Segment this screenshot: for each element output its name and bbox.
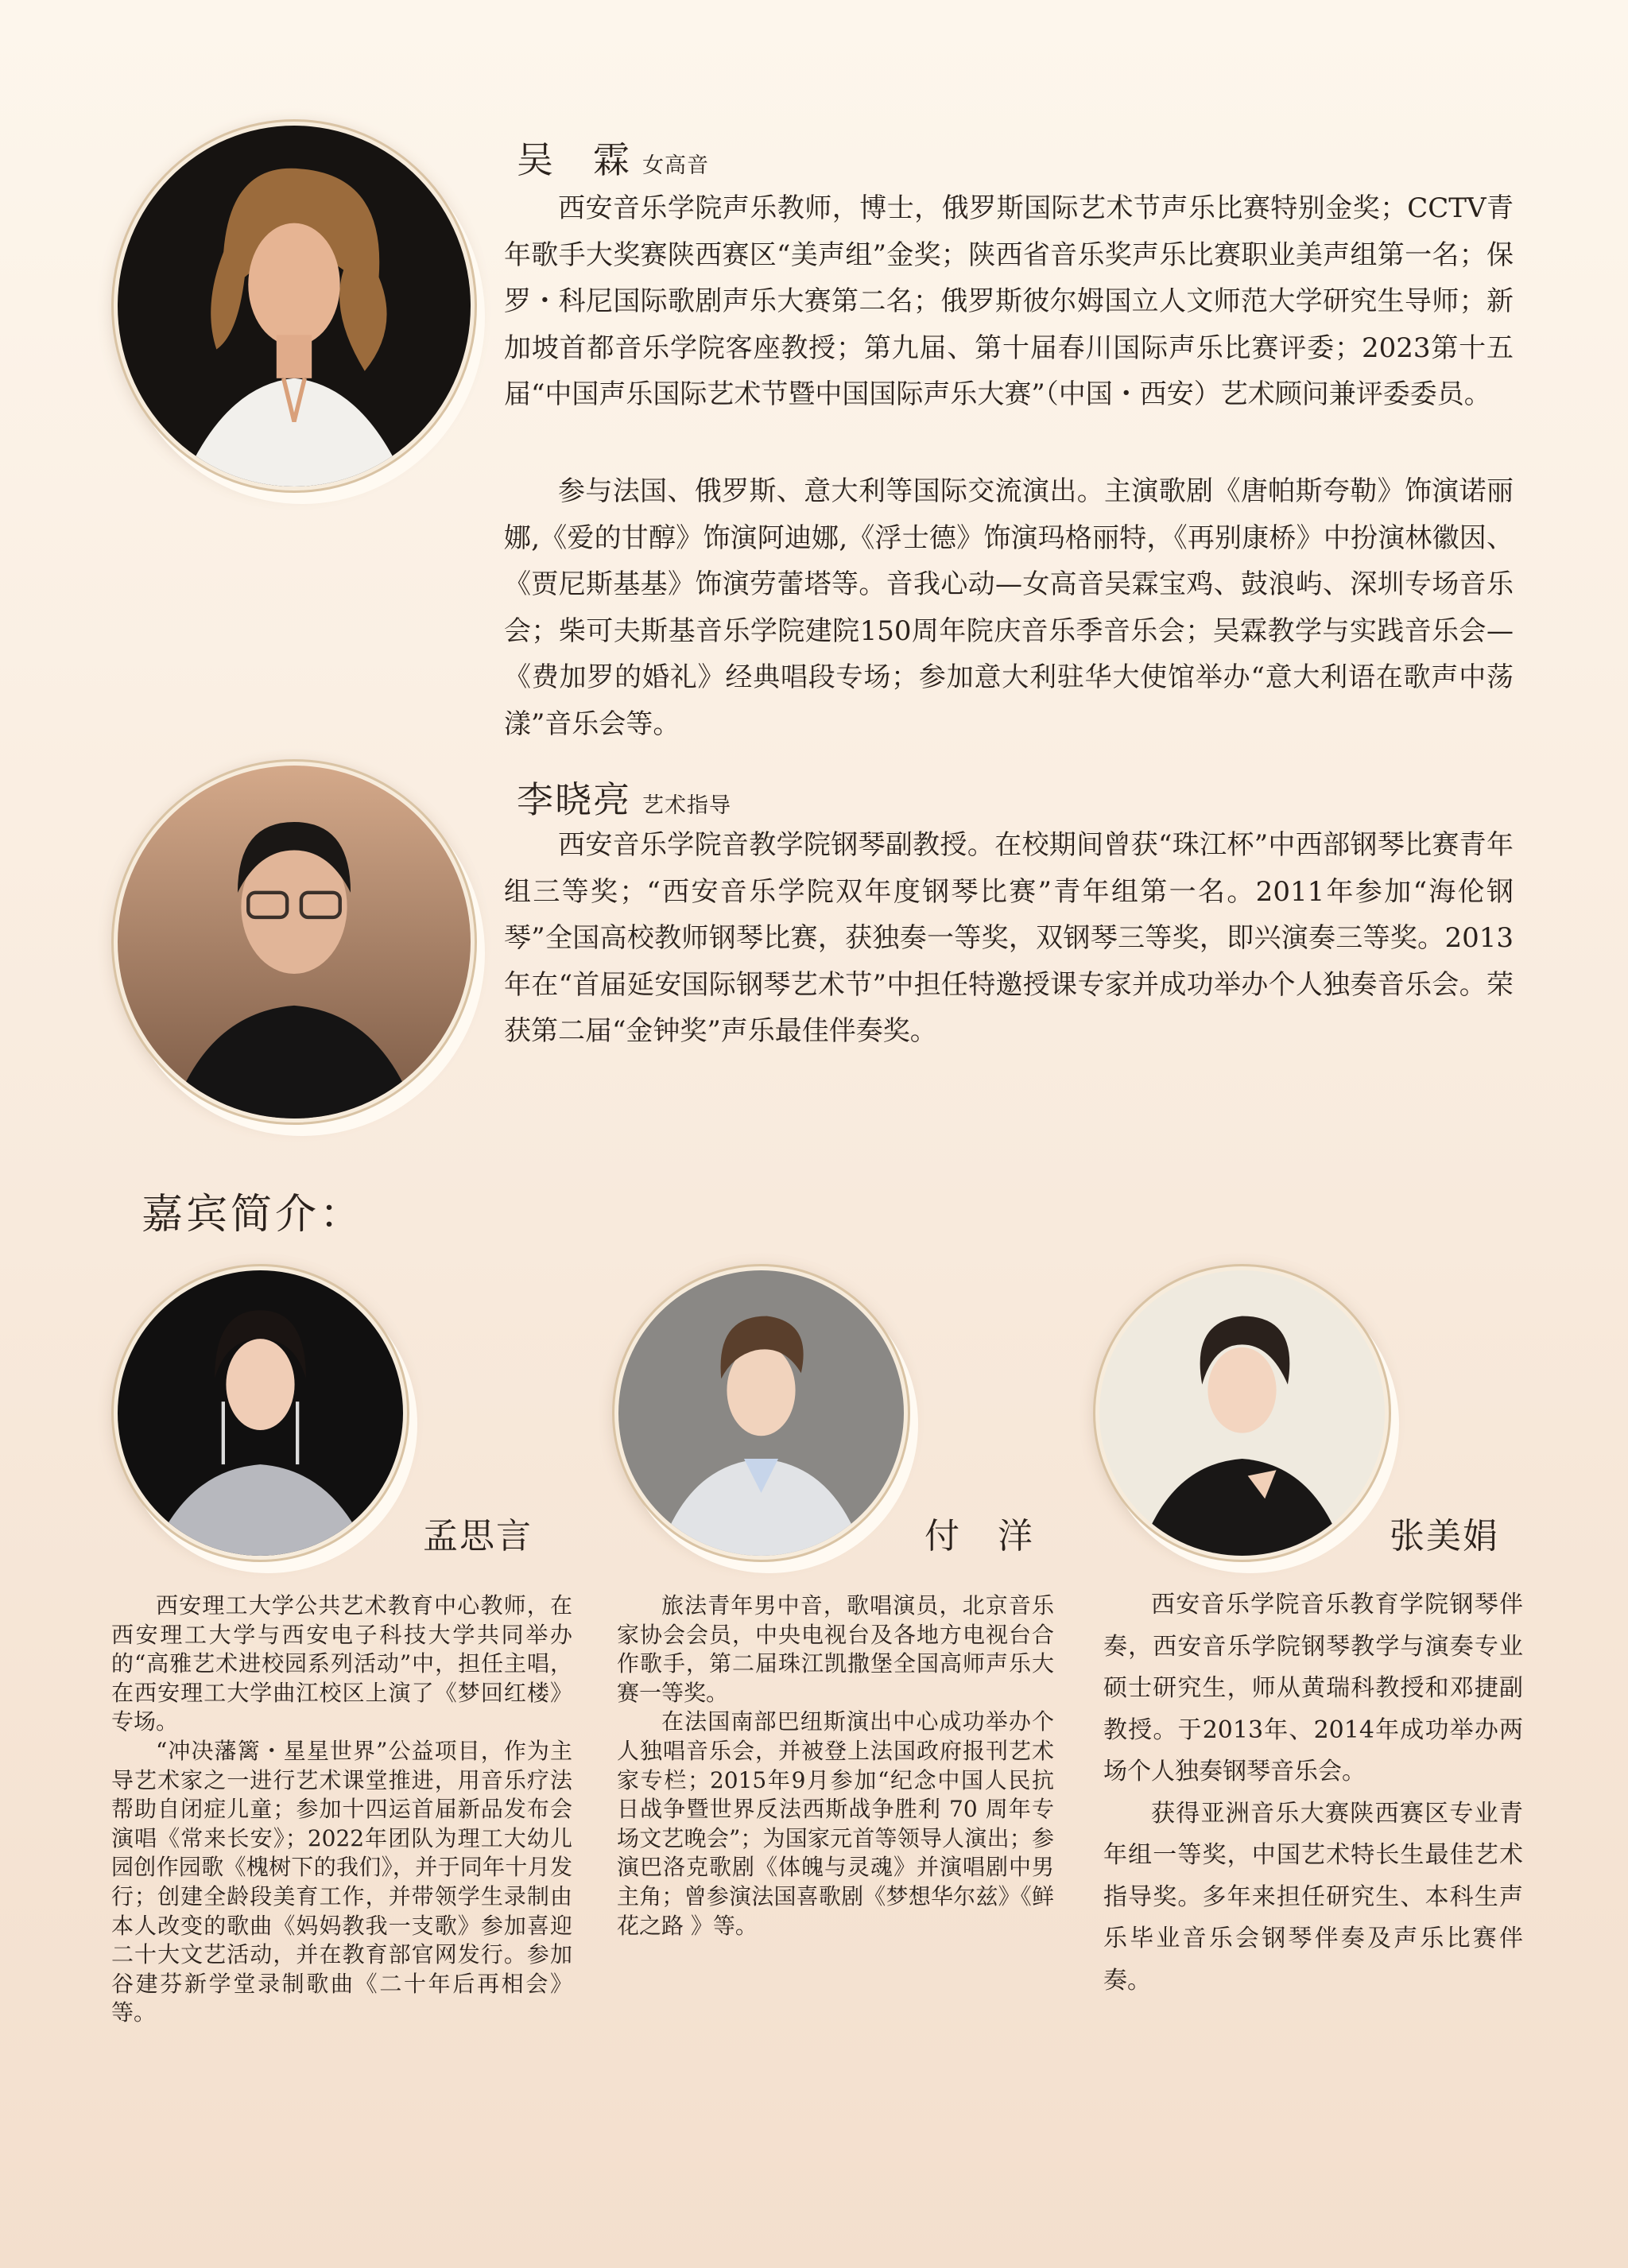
guest-name: 付 洋 — [924, 1516, 1034, 1557]
performer-name-line — [517, 131, 709, 184]
performer-role: 女高音 — [642, 153, 709, 178]
guest-name: 孟思言 — [423, 1516, 533, 1557]
bio-paragraph: 在法国南部巴纽斯演出中心成功举办个人独唱音乐会，并被登上法国政府报刊艺术家专栏；2015年9月参加“纪念中国人民抗日战争暨世界反法西斯战争胜利 70 周年专场文艺晚会”；为国家元首等领导人演出；参演巴洛克歌剧《体魄与灵魂》并演唱剧中男主角；曾参演法国喜歌剧《梦想华尔兹》《鲜花之路 》等。 — [617, 1708, 1054, 1939]
guest-bio — [1103, 1584, 1523, 2002]
guest-bio — [111, 1591, 572, 2028]
performer-bio-continued — [111, 468, 1514, 747]
portrait-fu-yang — [612, 1264, 910, 1562]
guests-heading: 嘉宾简介： — [141, 1191, 365, 1239]
bio-paragraph: 西安理工大学公共艺术教育中心教师，在西安理工大学与西安电子科技大学共同举办的“高雅艺术进校园系列活动”中，担任主唱，在西安理工大学曲江校区上演了《梦回红楼》专场。 — [111, 1592, 572, 1735]
portrait-meng-siyan — [111, 1264, 409, 1562]
portrait-li-xiaoliang — [111, 759, 477, 1125]
performer-name: 李晓亮 — [517, 778, 631, 821]
performer-bio — [504, 185, 1514, 418]
portrait-zhang-meijuan — [1093, 1264, 1391, 1562]
bio-paragraph: 西安音乐学院音乐教育学院钢琴伴奏，西安音乐学院钢琴教学与演奏专业硕士研究生，师从黄瑞科教授和邓捷副教授。于2013年、2014年成功举办两场个人独奏钢琴音乐会。 — [1103, 1591, 1523, 1785]
performer-bio — [504, 822, 1514, 1055]
performer-name-line — [517, 771, 731, 824]
bio-paragraph: 西安音乐学院音教学院钢琴副教授。在校期间曾获“珠江杯”中西部钢琴比赛青年组三等奖；“西安音乐学院双年度钢琴比赛”青年组第一名。2011年参加“海伦钢琴”全国高校教师钢琴比赛，获独奏一等奖，双钢琴三等奖，即兴演奏三等奖。2013年在“首届延安国际钢琴艺术节”中担任特邀授课专家并成功举办个人独奏音乐会。荣获第二届“金钟奖”声乐最佳伴奏奖。 — [504, 829, 1514, 1047]
bio-paragraph: “冲决藩篱・星星世界”公益项目，作为主导艺术家之一进行艺术课堂推进，用音乐疗法帮助自闭症儿童；参加十四运首届新品发布会演唱《常来长安》；2022年团队为理工大幼儿园创作园歌《槐树下的我们》，并于同年十月发行；创建全龄段美育工作，并带领学生录制由本人改变的歌曲《妈妈教我一支歌》参加喜迎二十大文艺活动，并在教育部官网发行。参加谷建芬新学堂录制歌曲《二十年后再相会》等。 — [111, 1737, 572, 2026]
portrait-wu-lin — [111, 119, 477, 493]
bio-paragraph: 获得亚洲音乐大赛陕西赛区专业青年组一等奖，中国艺术特长生最佳艺术指导奖。多年来担任研究生、本科生声乐毕业音乐会钢琴伴奏及声乐比赛伴奏。 — [1103, 1799, 1523, 1995]
performer-role: 艺术指导 — [642, 793, 731, 818]
bio-paragraph: 西安音乐学院声乐教师，博士，俄罗斯国际艺术节声乐比赛特别金奖；CCTV青年歌手大奖赛陕西赛区“美声组”金奖；陕西省音乐奖声乐比赛职业美声组第一名；保罗・科尼国际歌剧声乐大赛第二名；俄罗斯彼尔姆国立人文师范大学研究生导师；新加坡首都音乐学院客座教授；第九届、第十届春川国际声乐比赛评委；2023第十五届“中国声乐国际艺术节暨中国国际声乐大赛”（中国・西安）艺术顾问兼评委委员。 — [504, 192, 1514, 410]
bio-paragraph: 旅法青年男中音，歌唱演员，北京音乐家协会会员，中央电视台及各地方电视台合作歌手，第二届珠江凯撒堡全国高师声乐大赛一等奖。 — [617, 1592, 1054, 1706]
performer-name: 吴 霖 — [517, 138, 631, 181]
guest-bio — [617, 1591, 1054, 1940]
guest-name: 张美娟 — [1390, 1516, 1499, 1557]
bio-paragraph: 参与法国、俄罗斯、意大利等国际交流演出。主演歌剧《唐帕斯夸勒》饰演诺丽娜,《爱的甘醇》饰演阿迪娜,《浮士德》饰演玛格丽特，《再别康桥》中扮演林徽因、《贾尼斯基基》饰演劳蕾塔等。音我心动—女高音吴霖宝鸡、鼓浪屿、深圳专场音乐会；柴可夫斯基音乐学院建院150周年院庆音乐季音乐会；吴霖教学与实践音乐会—《费加罗的婚礼》经典唱段专场；参加意大利驻华大使馆举办“意大利语在歌声中荡漾”音乐会等。 — [504, 475, 1514, 740]
